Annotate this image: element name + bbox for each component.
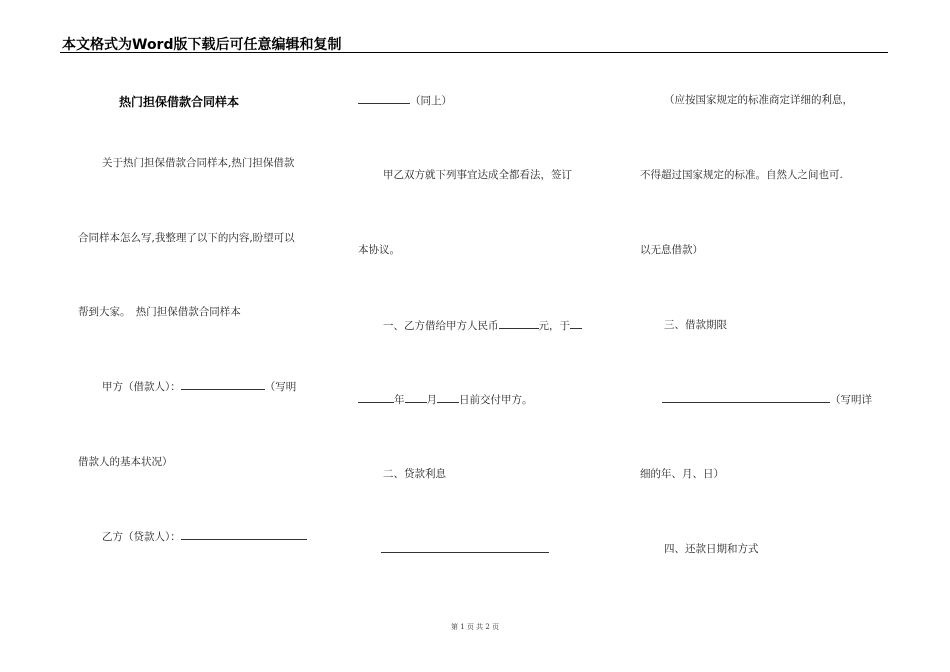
term-note: （写明详 xyxy=(830,394,872,406)
party-a-blank xyxy=(181,379,265,390)
intro-line-3: 帮到大家。 热门担保借款合同样本 xyxy=(78,306,241,318)
interest-blank xyxy=(381,542,549,553)
rate-line-2: 不得超过国家规定的标准。自然人之间也可. xyxy=(640,169,843,181)
party-a-line xyxy=(102,379,296,394)
party-a-continuation: 借款人的基本状况） xyxy=(78,456,173,468)
day-blank xyxy=(437,392,459,403)
term-blank xyxy=(662,392,830,403)
header-divider xyxy=(60,52,888,53)
month-label: 月 xyxy=(426,394,437,406)
amount-blank xyxy=(499,318,539,329)
term-line xyxy=(662,392,872,407)
party-b-line xyxy=(102,529,307,544)
same-note: （同上） xyxy=(410,95,452,107)
date-blank xyxy=(570,318,582,329)
blank-field xyxy=(358,93,410,104)
same-as-above-line xyxy=(358,93,452,108)
section-1-text-a: 一、乙方借给甲方人民币 xyxy=(383,320,499,332)
document-title: 热门担保借款合同样本 xyxy=(119,95,240,109)
section-2-title: 二、贷款利息 xyxy=(383,468,446,480)
document-header-title: 本文格式为Word版下载后可任意编辑和复制 xyxy=(62,37,342,53)
section-4-title: 四、还款日期和方式 xyxy=(664,543,759,555)
term-continuation: 细的年、月、日） xyxy=(640,468,724,480)
party-b-blank xyxy=(181,529,307,540)
rate-line-3: 以无息借款） xyxy=(640,244,703,256)
page-number: 第 1 页 共 2 页 xyxy=(450,623,500,631)
interest-blank-line xyxy=(381,542,549,557)
party-a-note: （写明 xyxy=(264,381,297,393)
year-label: 年 xyxy=(394,394,405,406)
section-1-date-line xyxy=(358,392,533,407)
party-a-label: 甲方（借款人）： xyxy=(102,381,181,393)
party-b-label: 乙方（贷款人）： xyxy=(102,531,181,543)
rate-line-1: （应按国家规定的标准商定详细的利息， xyxy=(664,94,853,106)
section-1-text-e: 日前交付甲方。 xyxy=(459,394,533,406)
section-3-title: 三、借款期限 xyxy=(664,319,727,331)
year-blank xyxy=(358,392,394,403)
month-blank xyxy=(405,392,427,403)
agreement-line-2: 本协议。 xyxy=(358,244,400,256)
section-1-text-b: 元，于 xyxy=(538,320,570,332)
agreement-line-1: 甲乙双方就下列事宜达成全都看法，签订 xyxy=(383,169,572,181)
intro-line-1: 关于热门担保借款合同样本,热门担保借款 xyxy=(102,157,295,169)
intro-line-2: 合同样本怎么写,我整理了以下的内容,盼望可以 xyxy=(78,232,295,244)
section-1-line xyxy=(383,318,582,333)
